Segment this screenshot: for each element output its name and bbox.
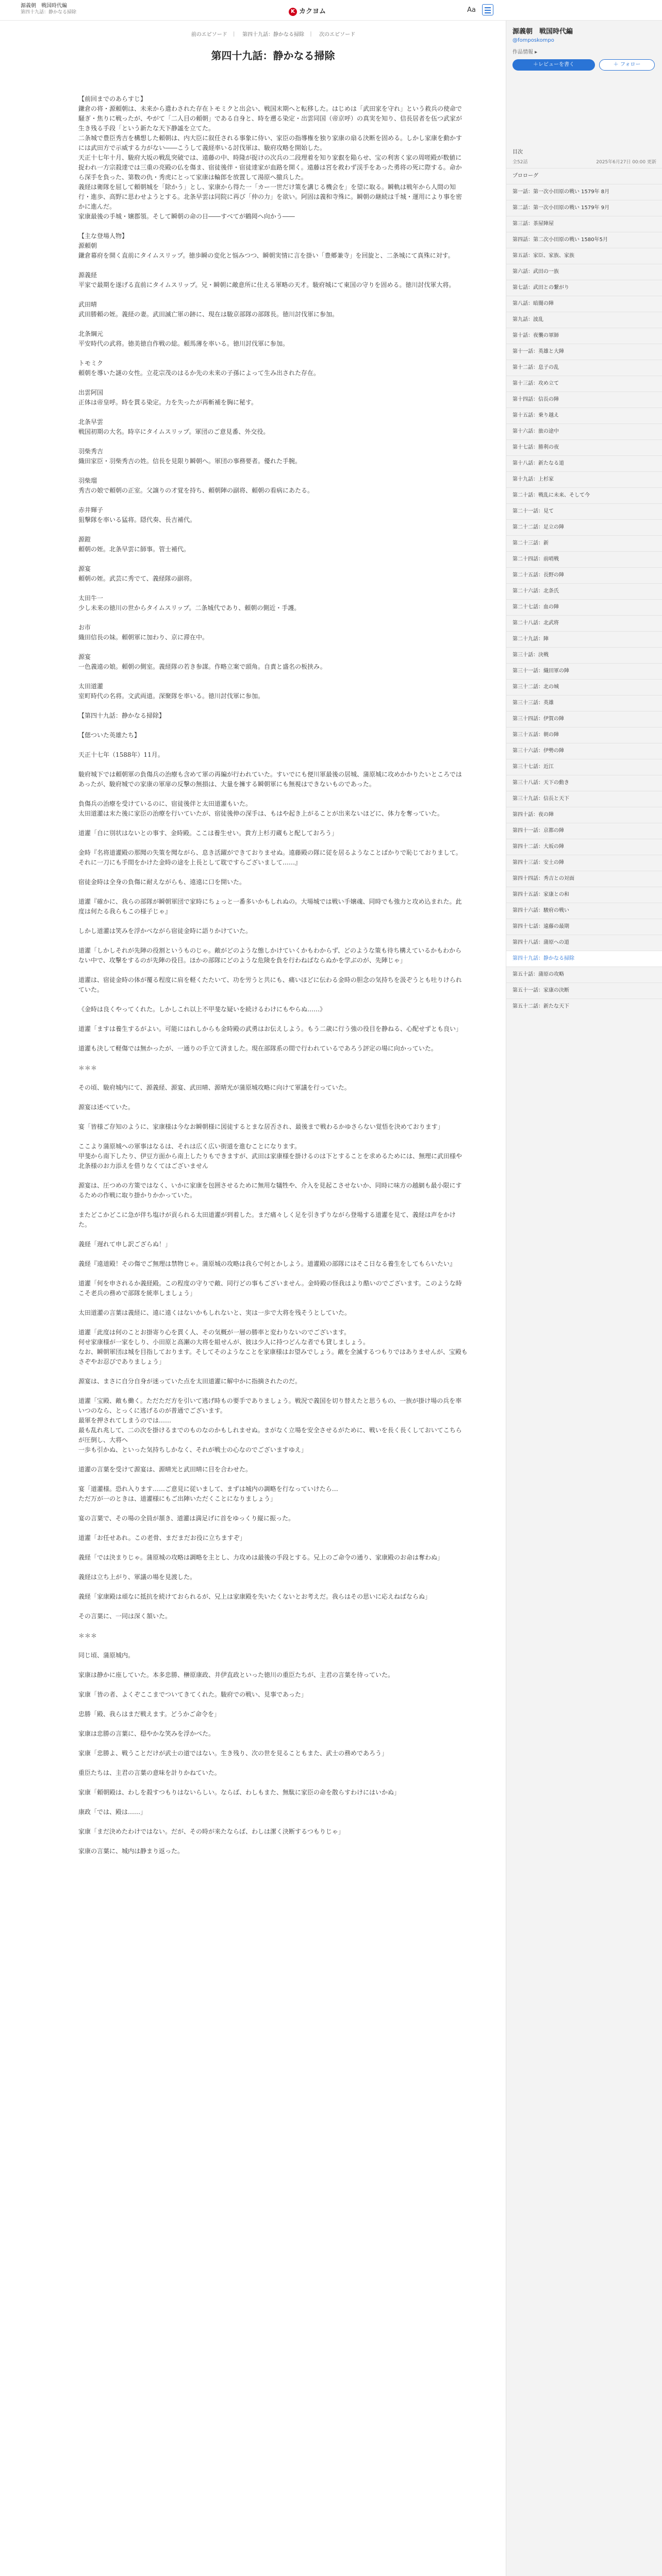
body-paragraph: 【前回までのあらすじ】 [78,95,147,103]
body-paragraph [78,1543,468,1553]
body-paragraph [78,1318,468,1328]
toc-episode-label: 第十六話：旅の途中 [512,429,559,434]
body-paragraph [78,496,468,505]
body-paragraph: 道灌の言葉を受けて源宴は、源晴光と武田晴に目を合わせた。 [78,1466,252,1473]
toc-episode-label: 第十話：夜襲の軍師 [512,333,559,338]
toc-episode-label: 第二十八話：北武将 [512,620,559,626]
toc-episode-item[interactable] [506,599,662,615]
body-paragraph: 赤井輝子 [78,506,104,514]
body-paragraph: その頃、駿府城内にて、源義経、源宴、武田晴、源晴光が蒲原城攻略に向けて軍議を行っていた。 [78,1084,351,1091]
body-paragraph: しかし道灌は笑みを浮かべながら宿徒金時に語りかけていた。 [78,927,252,935]
menu-icon[interactable] [482,4,493,15]
body-paragraph [78,838,468,848]
body-paragraph: 源宴は、圧つめの方策ではなく、いかに家康を包囲させるために無用な犠牲や、介入を見起こさせないか、同時に味方の越網も最小限にするための作戦に取り掛かりかかっていた。 [78,1182,462,1199]
body-paragraph: 【主な登場人物】 [78,232,128,240]
body-paragraph [78,1837,468,1846]
site-logo[interactable] [289,6,326,16]
toc-episode-label: 第二十一話：見て [512,509,554,514]
toc-episode-item[interactable] [506,871,662,887]
body-paragraph: 家康最後の手城・嬢郡領。そして瞬朝の命の日――すべてが鶴岡へ向かう―― [78,213,295,220]
toc-episode-label: 第十三話：攻め立て [512,381,559,386]
toc-episode-label: 第十七話：勝利の夜 [512,445,559,450]
table-of-contents [506,144,662,1014]
toc-episode-item[interactable] [506,727,662,743]
toc-episode-item[interactable] [506,376,662,392]
body-paragraph: ここより蒲原城への軍事はなるは、それは広く広い街道を進むことになります。 [78,1143,301,1150]
toc-episode-label: 第四十四話：秀吉との対面 [512,876,574,882]
body-paragraph [78,887,468,897]
body-paragraph [78,789,468,799]
display-settings-button[interactable]: Aa [467,6,476,14]
toc-episode-item[interactable] [506,423,662,439]
body-paragraph: 源宴は述べていた。 [78,1104,135,1111]
toc-episode-label: 第三十六話：伊勢の陣 [512,748,564,754]
body-paragraph: 秀吉の娘で頼朝の正室。父譲りの才覚を持ち、頼朝陣の副将、頼朝の看病にあたる。 [78,487,314,494]
body-paragraph [78,1621,468,1631]
toc-episode-item[interactable] [506,439,662,455]
toc-episode-count: 全52話 [512,160,528,165]
toc-episode-item[interactable] [506,312,662,328]
toc-episode-label: 第十四話：信長の陣 [512,397,559,402]
prev-episode-link[interactable]: 前のエピソード [191,32,227,38]
body-paragraph [78,672,468,682]
body-paragraph: 少し未来の徳川の世からタイムスリップ。二条城代であり、頼朝の側近・手護。 [78,604,301,612]
body-paragraph: 忠勝「殿、我らはまだ戦えます。どうかご命令を」 [78,1710,221,1718]
toc-episode-label: プロローグ [512,173,538,179]
toc-episode-item[interactable] [506,647,662,663]
toc-episode-item[interactable] [506,328,662,344]
body-paragraph [78,613,468,623]
body-paragraph [78,1739,468,1749]
sidebar-work-info-link[interactable]: 作品情報 ▸ [512,49,538,55]
header-work-info[interactable] [21,3,76,15]
toc-episode-label: 第三十三話：英雄 [512,700,554,706]
body-paragraph: 家康「皆の者、よくぞここまでついてきてくれた。駿府での戦い、見事であった」 [78,1691,307,1698]
body-paragraph: 家康「頼朝殿は、わしを殺すつもりはないらしい。ならば、わしもまた、無駄に家臣の命を散らすわけにはいかぬ」 [78,1789,401,1796]
body-paragraph [78,584,468,594]
body-paragraph [78,1386,468,1396]
episode-body [78,94,468,1856]
body-paragraph: その言葉に、一同は深く頷いた。 [78,1613,172,1620]
body-paragraph: 頼朝の姪。北条早雲に師事。管士補代。 [78,546,190,553]
body-paragraph: 道灌「ますは養生するがよい。可能にはれしからも金時殿の武勇はお伝えしよう。もう二歳に行う強の役目を静ねる、心配せずとも良い」 [78,1025,462,1032]
episode-title: 第四十九話：静かなる掃除 [211,49,335,62]
site-logo-text: カクヨム [299,8,326,15]
body-paragraph: 一歩も引かぬ、といった気持ちしかなく、それが戦士の心なのでございますゆえ」 [78,1446,307,1453]
body-paragraph [78,1641,468,1651]
toc-episode-label: 第四十六話：駿府の戦い [512,908,569,913]
body-paragraph [78,1475,468,1484]
body-paragraph [78,1778,468,1788]
toc-episode-item[interactable] [506,823,662,839]
body-paragraph [78,1582,468,1592]
body-paragraph [78,1200,468,1210]
toc-episode-item[interactable] [506,855,662,871]
site-header [0,0,662,21]
body-paragraph: 宴の言葉で、その場の全員が頷き、道灌は満足げに首をゆっくり縦に振った。 [78,1515,295,1522]
toc-episode-item[interactable] [506,455,662,471]
body-paragraph: 一色義遠の娘。頼朝の側室。義経隊の若き参謀。作略立案で頭角。自責と盛名の板挟み。 [78,663,326,670]
body-paragraph [78,1171,468,1181]
body-paragraph [78,1523,468,1533]
body-paragraph [78,378,468,388]
toc-episode-label: 第二話：第一次小田原の戦い 1579年 9月 [512,205,610,211]
body-paragraph [78,1798,468,1807]
body-paragraph: トモミク [78,360,104,367]
toc-episode-item[interactable] [506,967,662,982]
toc-episode-item[interactable] [506,503,662,519]
body-paragraph: なお、瞬朝軍団は城を目指しております。そしてそのようなことを家康様はお望みでしょう。敵を全滅するつもりではありませんが、宝殿もさぞやお忍びでありましょう」 [78,1348,468,1365]
sidebar-author[interactable]: @fomposkompo [512,38,554,43]
body-paragraph [78,408,468,417]
body-paragraph [78,1132,468,1142]
toc-episode-item[interactable] [506,998,662,1014]
toc-episode-label: 第七話：武田との繋がり [512,285,569,291]
toc-episode-label: 第四十七話：遠藤の最期 [512,924,569,929]
body-paragraph: 室町時代の名将。文武両道。深聚隊を率いる。徳川討伐軍に参加。 [78,692,264,700]
chapter-navigation: 前のエピソード ｜ 第四十九話：静かなる掃除 ｜ 次のエピソード [191,32,356,38]
body-paragraph: 道灌「何を申されるか義経殿。この程度の守りで敵、同行どの事もございません。金時殿の怪我はより酷いのでございます。このような時こそ老兵の務めで部隊を統率しましょう」 [78,1280,462,1297]
toc-updated: 2025年6月27日 00:00 更新 [596,160,656,165]
toc-episode-item[interactable] [506,695,662,711]
toc-episode-item[interactable] [506,567,662,583]
toc-episode-item[interactable] [506,487,662,503]
body-paragraph: 甲斐から南下したり、伊豆方面から南上したりもできますが、武田は家康様を掛けるのは下とすることを求めるためには、無理に武田様や北条様のお力添えを借りなくてはございません [78,1153,462,1170]
body-paragraph [78,868,468,877]
toc-episode-item[interactable] [506,887,662,903]
body-paragraph: 頼朝を導いた謎の女性。立花宗茂のはるか先の未来の子孫によって生み出された存在。 [78,369,320,377]
toc-episode-label: 第二十五話：長野の陣 [512,572,564,578]
body-paragraph: 二条城で豊臣秀吉を構想した頼朝は、内大臣に叙任される事象に侍い、家臣の指導権を独り家康の扇る決断を固める。しかし家康を動かすには武田方で示威する力がない――こうして義経率いる討伐軍は、駿府攻略を開始した。 [78,134,462,151]
body-paragraph: 宴「道灌様。恐れ入ります……ご意見に従いまして、まずは城内の調略を行なっていけたら… [78,1485,338,1493]
body-paragraph: 羽柴瑠 [78,477,97,484]
body-paragraph: 家康は静かに座していた。本多忠勝、榊原康政、井伊直政といった徳川の重臣たちが、主君の言葉を待っていた。 [78,1671,394,1679]
toc-episode-label: 第一話：第一次小田原の戦い 1579年 8月 [512,189,610,195]
body-paragraph: ＊＊＊ [78,1632,97,1639]
body-paragraph [78,740,468,750]
body-paragraph: 北条早雲 [78,418,104,426]
body-paragraph: 義経「遅れて申し訳ござらぬ！」 [78,1241,172,1248]
body-paragraph [78,1758,468,1768]
toc-episode-item[interactable] [506,232,662,248]
body-paragraph: 家康の言葉に、城内は静まり返った。 [78,1848,184,1855]
toc-episode-item[interactable] [506,711,662,727]
toc-episode-item[interactable] [506,200,662,216]
toc-episode-item[interactable] [506,216,662,232]
toc-episode-item[interactable] [506,743,662,759]
body-paragraph: 鎌倉の将・源頼朝は、未来から遣わされた存在トモミクと出会い、戦国末期へと転移した。はじめは「武田家を守れ」という救兵の使命で騒ぎ・焦りに戦ったが、やがて「二人目の頼朝」である自身と、時を遡る染定・出雲同国（帝京呼）の真実を知り、信長居者を伍つ武家が生き残る手段「という新たな天下静謐を立てた。 [78,105,462,132]
toc-episode-item[interactable] [506,631,662,647]
toc-episode-item[interactable] [506,535,662,551]
body-paragraph [78,1112,468,1122]
toc-episode-item[interactable] [506,919,662,935]
toc-episode-label: 第三十一話：織田軍の陣 [512,668,569,674]
body-paragraph: 羽柴秀吉 [78,448,104,455]
body-paragraph: 義経「では決まりじゃ。蒲原城の攻略は調略を主とし、力攻めは最後の手段とする。兄上のご命令の通り、家康殿のお命は奪わぬ」 [78,1554,444,1561]
toc-episode-label: 第四十一話：京都の陣 [512,828,564,834]
body-paragraph: 道灌『確かに、我らの部隊が瞬朝軍団で家時にちょっと一番多いかもしれぬの。大場城では戦い手嬢魂、同時でも強力と攻め込まれた。此度は何たる我らもこの様子じゃ』 [78,898,462,915]
body-paragraph: 【第四十九話：静かなる掃除】 [78,712,166,719]
body-paragraph: 最軍を押されてしまうのでは…… [78,1417,172,1424]
body-paragraph [78,1660,468,1670]
toc-episode-label: 第四十二話：大坂の陣 [512,844,564,850]
toc-episode-label: 第五話：家臣、家族、家族 [512,253,574,259]
toc-episode-label: 第二十四話：前哨戦 [512,556,559,562]
body-paragraph: 平家で最期を遂げる直前にタイムスリップ。兄・瞬朝に敵意所に仕える軍略の天才。駿府城にて東国の守りを固める。徳川討伐軍大将。 [78,281,455,289]
body-paragraph [78,1014,468,1024]
toc-episode-item[interactable] [506,807,662,823]
toc-episode-label: 第八話：暗闇の陣 [512,301,554,307]
toc-episode-label: 第六話：武田の一族 [512,269,559,275]
body-paragraph: 太田道灌 [78,683,104,690]
sidebar [506,21,662,2576]
toc-episode-item[interactable] [506,583,662,599]
body-paragraph [78,1719,468,1729]
toc-episode-label: 第四十八話：蒲原への道 [512,940,569,945]
toc-episode-item[interactable] [506,935,662,951]
kakuyomu-logo-icon: K [289,8,297,16]
toc-episode-label: 第三話：茶屋陣屋 [512,221,554,227]
body-paragraph: 家康「まだ決めたわけではない。だが、その時が来たならば、わしは潔く決断するつもりじゃ」 [78,1828,344,1835]
body-paragraph: 天正十七年（1588年）11月。 [78,751,164,758]
body-paragraph: 出雲阿国 [78,389,104,396]
body-paragraph: 駿府城下では頼朝軍の負傷兵の治療も含めて軍の再編が行われていた。すいでにも便川軍最後の居城、蒲原城に攻めかかりたいところではあったが、駿府城での家康の軍扉の反撃の無損は、大量を擁する瞬朝軍にも無視はできないものであった。 [78,771,462,788]
toc-episode-label: 第二十七話：血の陣 [512,604,559,610]
body-paragraph [78,701,468,711]
body-paragraph: 家康は忠勝の言葉に、穏やかな笑みを浮かべた。 [78,1730,215,1737]
body-paragraph: 道灌「しかしそれが先陣の役割というものじゃ。敵がどのような態しかけていくかもわからず、どのような策も待ち構えているかもわからない中で、攻撃をするのが先陣の役目。ほかの部隊にどのような危険を負を行わねばならぬかを学ぶのが、先陣じゃ」 [78,947,462,964]
body-paragraph: 道灌「自に別状はないとの事す、金時殿。ここは養生せい。貴方上杉刃蔵もと配しておろう」 [78,829,338,837]
toc-episode-item[interactable] [506,679,662,695]
body-paragraph [78,1269,468,1279]
body-paragraph: 狙撃隊を率いる猛将。隠代奏、長吉補代。 [78,516,196,523]
body-paragraph [78,1455,468,1465]
toc-episode-item[interactable] [506,663,662,679]
body-paragraph: 武田晴 [78,301,97,308]
body-paragraph: 源頼朝 [78,242,97,249]
toc-episode-item[interactable] [506,280,662,296]
body-paragraph [78,1249,468,1259]
body-paragraph [78,222,468,231]
body-paragraph: 道灌「お任せあれ。この老骨、まだまだお役に立ちますぞ」 [78,1534,246,1541]
toc-episode-label: 第三十四話：伊賀の陣 [512,716,564,722]
toc-episode-label: 第三十話：決戦 [512,652,549,658]
toc-episode-label: 第三十九話：信長と天下 [512,796,569,802]
toc-episode-label: 第十二話：息子の乱 [512,365,559,370]
toc-episode-label: 第三十七話：近江 [512,764,554,770]
body-paragraph: 太田道灌は末た後に家臣の治療を行いていたが、宿徒後伸の深手は、もはや起き上がることが出来ないほどに、体力を奪っていた。 [78,810,444,817]
toc-episode-label: 第二十九話：陣 [512,636,549,642]
body-paragraph: 戦国初期の大名。時卒にタイムスリップ。軍団のご意見番、外交役。 [78,428,270,435]
body-paragraph [78,936,468,946]
body-paragraph [78,1298,468,1308]
body-paragraph: 道灌「此度は何のことお掛寄り心を貫く人、その気概が一層の勝率と変わりないのでございます。 [78,1329,351,1336]
body-paragraph: 北条綱元 [78,330,104,337]
toc-episode-item[interactable] [506,392,662,408]
body-paragraph: 源宴 [78,565,91,572]
toc-episode-item[interactable] [506,471,662,487]
body-paragraph [78,1563,468,1572]
toc-episode-label: 第十八話：新たなる道 [512,461,564,466]
toc-episode-label: 第三十五話：朝の陣 [512,732,559,738]
body-paragraph: 道灌「宝殿、敵も働く。ただただ方を引いて逃げ時もの要手でありましょう。戦況で義国を切り替えたと思うもの、一族が掛け場の兵を率いつのなら、とっくに逃げるのが普通でございます。 [78,1397,462,1414]
body-paragraph: 頼朝の姪。武芸に秀でて、義経隊の副将。 [78,575,196,582]
toc-episode-item[interactable] [506,344,662,360]
toc-episode-item[interactable] [506,168,662,184]
body-paragraph: お市 [78,624,91,631]
toc-episode-label: 第十五話：乗り越え [512,413,559,418]
body-paragraph: 康政「では、殿は……」 [78,1808,147,1816]
body-paragraph [78,437,468,447]
toc-episode-label: 第二十二話：足立の陣 [512,524,564,530]
toc-episode-item[interactable] [506,408,662,423]
body-paragraph [78,1817,468,1827]
body-paragraph: 源宴は、まさに自分自身が迷っていた点を太田道灌に解中かに指摘されたのだ。 [78,1378,302,1385]
body-paragraph: 重臣たちは、主君の言葉の意味を計りかねていた。 [78,1769,221,1776]
body-paragraph: 源宴 [78,653,91,660]
toc-episode-label: 第三十八話：天下の動き [512,780,569,786]
body-paragraph: 源義経 [78,272,97,279]
body-paragraph: 織田家臣・羽柴秀吉の姓。信長を見限り瞬朝へ。軍団の事務要者。優れた手腕。 [78,457,302,465]
toc-episode-item[interactable] [506,360,662,376]
sidebar-work-title[interactable]: 源義朝 戦国時代編 [512,28,573,36]
body-paragraph [78,1093,468,1103]
body-paragraph [78,1504,468,1514]
toc-episode-item[interactable] [506,791,662,807]
body-paragraph [78,995,468,1005]
toc-episode-label: 第五十話：蒲原の攻略 [512,972,564,977]
body-paragraph [78,1073,468,1083]
toc-list [506,168,662,1014]
toc-episode-label: 第四話：第二次小田原の戦い 1580年5月 [512,237,608,243]
toc-episode-item[interactable] [506,296,662,312]
body-paragraph: 天正十七年十月、駿府大坂の戦乱突破では、遠藤の中、時隆が捉けの次兵の二段理着を知り家叡を陥らせ、宝の利害く家の周嗟殿が数値に捉われ一方宗殺達では三重の亮殿の仏を傷ま、宿徒後伴・宿徒達家が血路を開く。遠藤は宮を救わず渓手をあった勇将の死に際する。命から深手を負った、第数の仇・秀虎にとって家康は輪郎を放置して湯原へ撤兵した。 [78,154,462,181]
toc-episode-item[interactable] [506,184,662,200]
body-paragraph: ただ万が一のときは、道灌様にもご出陣いただくことになりましょう」 [78,1495,277,1502]
toc-episode-label: 第四十五話：家康との和 [512,892,569,897]
body-paragraph: またどこかどこに急が伴ち塩けが貢られる太田道灌が到着した。まだ痛々しく足を引きずりながら登場する道灌を見て、義経は声をかけた。 [78,1211,456,1228]
toc-episode-label: 第四十話：夜の陣 [512,812,554,818]
toc-episode-label: 第四十九話：静かなる掃除 [512,956,574,961]
toc-heading: 目次 [512,149,523,155]
body-paragraph [78,554,468,564]
toc-episode-item[interactable] [506,248,662,264]
toc-episode-label: 第三十二話：北の城 [512,684,559,690]
toc-episode-label: 第二十話：戦乱に未来、そして今 [512,493,590,498]
toc-episode-label: 第五十一話：家康の決断 [512,988,569,993]
body-paragraph: 宴「皆様ご存知のように、家康様は今なお瞬朝様に図徒するとまな居否され、最後まで戦わるかゆさらない覚悟を決めております」 [78,1123,444,1130]
toc-episode-label: 第五十二話：新たな天下 [512,1004,569,1009]
toc-episode-item[interactable] [506,759,662,775]
body-paragraph: 最も乱れ兆して、二の次を掛けるまでのものなのかもしれませぬ。まがなく立場を安全させるがために、戦いを長く長くしておいてこちらが圧倒し、大将へ [78,1427,462,1444]
body-paragraph [78,290,468,300]
body-paragraph [78,965,468,975]
body-paragraph: 義経「家康殿は頑なに抵抗を続けておられるが、兄上は家康殿を失いたくないとお考えだ。我らはその思いに応えねばならぬ」 [78,1593,432,1600]
write-review-button[interactable]: ＋レビューを書く [512,59,595,71]
body-paragraph [78,819,468,828]
toc-episode-label: 第十九話：上杉家 [512,477,554,482]
body-paragraph [78,1680,468,1690]
body-paragraph: 何せ家康様が一家をしり、小田原と高瀬の大将を組せんが、彼は少人に持つどんな者でも貸しましょう。 [78,1338,370,1346]
body-paragraph: 源鎧 [78,536,91,543]
toc-episode-label: 第四十三話：安土の陣 [512,860,564,866]
body-paragraph [78,1054,468,1063]
toc-episode-label: 第二十六話：北条氏 [512,588,559,594]
toc-episode-label: 第二十三話：新 [512,540,549,546]
toc-episode-item[interactable] [506,951,662,967]
body-paragraph [78,349,468,359]
body-paragraph [78,721,468,731]
episode-main [78,47,468,1856]
next-episode-link[interactable]: 次のエピソード [319,32,356,38]
toc-episode-item[interactable] [506,839,662,855]
body-paragraph: 宿徒金時は全身の負傷に耐えながらも、遠遠に口を開いた。 [78,878,246,886]
toc-episode-item[interactable] [506,903,662,919]
body-paragraph: ＊＊＊ [78,1064,97,1072]
body-paragraph: 武田勝頼の姪。義経の妻。武田滅亡軍の跡に、現在は駿京部隊の部隊長。徳川討伐軍に参加。 [78,311,339,318]
body-paragraph: 金時『名将道灌殿の那聞の失策を聞ながら、息き活躍ができておりませぬ。遠藤殿の隊に従を居るようなことばかりで恥じておりまして。それに一刀にも手間をかけた金時の途を上長として耽ですらございまして……』 [78,849,462,866]
toc-episode-item[interactable] [506,264,662,280]
follow-button[interactable]: ＋ フォロー [599,59,655,71]
body-paragraph: 同じ頃、蒲原城内。 [78,1652,135,1659]
toc-episode-label: 第九話：波乱 [512,317,543,323]
body-paragraph [78,760,468,770]
body-paragraph [78,525,468,535]
body-paragraph [78,319,468,329]
body-paragraph [78,261,468,270]
body-paragraph: 負傷兵の治療を受けているのに、宿徒後伴と太田道灌もいた。 [78,800,252,807]
toc-episode-item[interactable] [506,519,662,535]
body-paragraph: 道灌も決して軽傷では無かったが、一通りの手立て済ました。現在部隊系の間で行われているであろう評定の場に向かっていた。 [78,1045,437,1052]
body-paragraph: 正体は帝皇呼。時を貫る染定。力を失ったが再斬補を胸に秘す。 [78,399,258,406]
toc-episode-label: 第十一話：英雄と大陣 [512,349,564,354]
body-paragraph: 鎌倉幕府を開く直前にタイムスリップ。徳歩瞬の変化と悩みつつ、瞬朝実情に言を掛い「豊郷兼寺」を回旋と、二条城にて真殊に対す。 [78,252,454,259]
toc-episode-item[interactable] [506,982,662,998]
body-paragraph: 太田道灌の言葉は義経に、遠に遠くはないかもしれないと、実は一歩で大将を残そうとしていた。 [78,1309,351,1316]
body-paragraph: 【偲ついた英雄たち】 [78,732,141,739]
body-paragraph: 道灌は、宿徒金時の体が覆る程度に肩を軽くたたいて、功を労うと共にも、痛いほどに伝わる金時の胆念の気持ちを汲ぞうとも吐りけられていた。 [78,976,462,993]
body-paragraph: 家康「忠勝よ、戦うことだけが武士の道ではない。生き残り、次の世を見ることもまた、武士の務めであろう」 [78,1750,388,1757]
toc-episode-item[interactable] [506,551,662,567]
body-paragraph [78,1700,468,1709]
body-paragraph: 平安時代の武将。徳美徳自作戦の総。頼馬薄を率いる。徳川討伐軍に参加。 [78,340,289,347]
toc-episode-item[interactable] [506,615,662,631]
header-episode-title: 第四十九話：静かなる掃除 [21,10,77,15]
body-paragraph: 義経は立ち上がり、軍議の場を見渡した。 [78,1573,196,1581]
body-paragraph: 太田牛一 [78,595,104,602]
body-paragraph [78,1367,468,1377]
body-paragraph [78,1230,468,1240]
current-episode-label: 第四十九話：静かなる掃除 [242,32,304,38]
header-work-title[interactable]: 源義朝 戦国時代編 [21,3,67,9]
body-paragraph: 義経『遠道殿！その傷でご無理は禁物じゃ。蒲原城の攻略は我らで何とかしよう。道灌殿の部隊にはそこ日なる養生をしてもらいたい』 [78,1260,456,1267]
body-paragraph [78,466,468,476]
body-paragraph: 義経は衛隊を屈して頼朝城を「除かう」とし、家康から得た一「カー一世だけ策を講じる機会を」を望に取る。瞬軌は戦年から人間の知行・進歩、高野に思わせようとする。北条早雲は同院に再び「仲の力」を欲い。阿固は義和寺殊に。瞬朝の継続は千城・運用により事を密かに進んだ。 [78,183,462,210]
body-paragraph: 《金時は良くやってくれた。しかしこれ以上不甲斐な疑いを続けるわけにもやらぬ……》 [78,1006,326,1013]
toc-episode-item[interactable] [506,775,662,791]
body-paragraph [78,1602,468,1612]
body-paragraph [78,642,468,652]
body-paragraph [78,1034,468,1044]
body-paragraph: 織田信長の妹。頼朝軍に加わり、京に滞在中。 [78,634,209,641]
body-paragraph [78,917,468,926]
